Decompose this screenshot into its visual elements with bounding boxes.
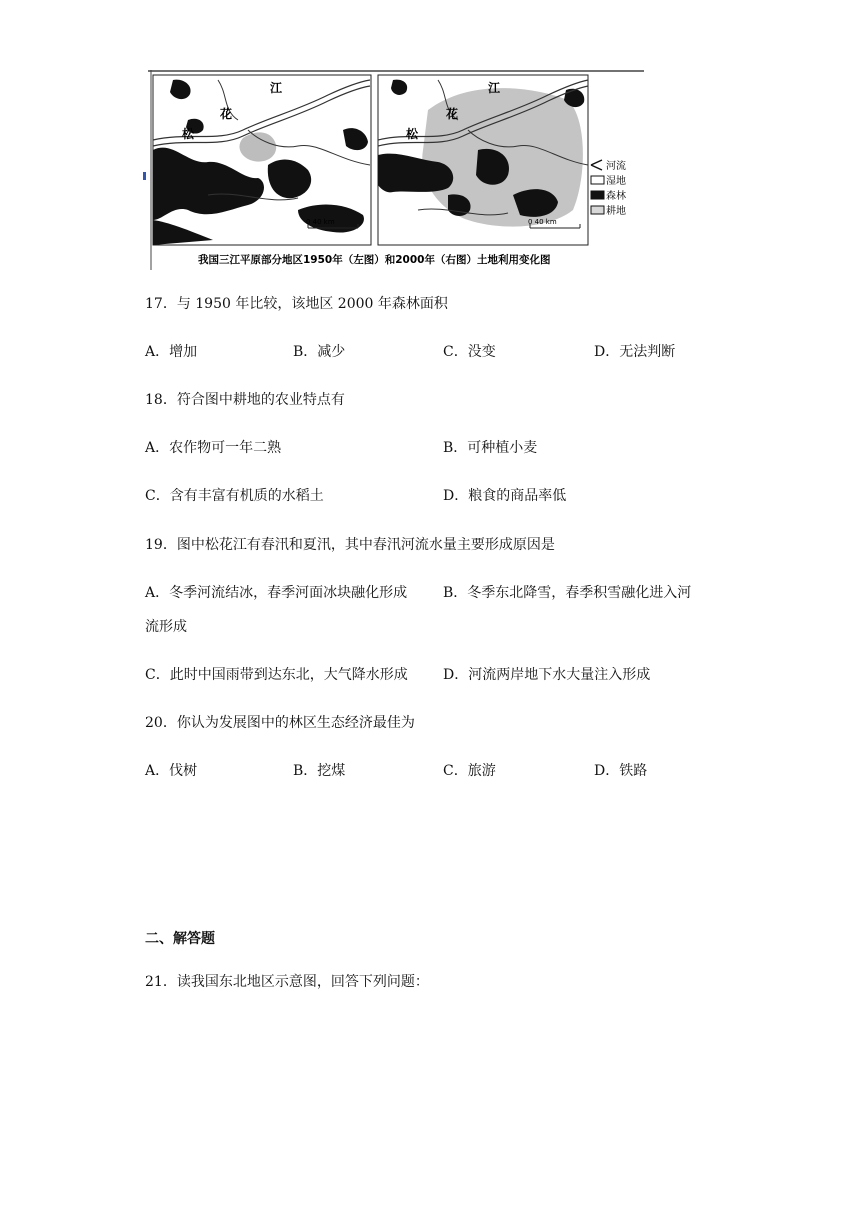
q19-option-a: A．冬季河流结冰，春季河面冰块融化形成 [145, 585, 408, 601]
q17-option-c: C．没变 [443, 344, 496, 360]
q19-option-c: C．此时中国雨带到达东北，大气降水形成 [145, 667, 408, 683]
wetland-legend-swatch [591, 176, 604, 184]
land-use-map-figure [148, 70, 644, 270]
legend-wetland-label: 湿地 [606, 176, 626, 187]
forest-legend-swatch [591, 191, 604, 199]
question-20-stem: 20．你认为发展图中的林区生态经济最佳为 [145, 715, 415, 731]
question-21-stem: 21．读我国东北地区示意图，回答下列问题： [145, 974, 429, 990]
map-1950 [153, 75, 371, 245]
q17-option-d: D．无法判断 [594, 344, 676, 360]
q18-option-c: C．含有丰富有机质的水稻土 [145, 488, 324, 504]
q19-option-d: D．河流两岸地下水大量注入形成 [443, 667, 651, 683]
map-label-jiang-left: 江 [270, 81, 283, 95]
q19-option-b-continuation: 流形成 [145, 619, 187, 635]
q20-option-c: C．旅游 [443, 763, 496, 779]
scale-right: 0 40 km [528, 218, 557, 226]
q17-option-a: A．增加 [145, 344, 198, 360]
question-18-stem: 18．符合图中耕地的农业特点有 [145, 392, 345, 408]
legend-river-label: 河流 [606, 161, 626, 172]
land-use-maps [148, 70, 644, 270]
map-2000 [378, 75, 588, 245]
map-label-hua-right: 花 [446, 107, 459, 121]
map-label-song-left: 松 [182, 127, 195, 141]
q20-option-d: D．铁路 [594, 763, 648, 779]
q18-option-a: A．农作物可一年二熟 [145, 440, 282, 456]
q20-option-a: A．伐树 [145, 763, 198, 779]
scale-left: 0 40 km [306, 218, 335, 226]
q17-option-b: B．减少 [293, 344, 346, 360]
legend-forest-label: 森林 [606, 191, 626, 202]
river-legend-icon [591, 160, 602, 170]
figure-caption: 我国三江平原部分地区1950年（左图）和2000年（右图）土地利用变化图 [198, 254, 551, 266]
section-2-heading: 二、解答题 [145, 931, 215, 947]
q19-option-b: B．冬季东北降雪，春季积雪融化进入河 [443, 585, 692, 601]
map-legend [591, 159, 626, 217]
question-19-stem: 19．图中松花江有春汛和夏汛，其中春汛河流水量主要形成原因是 [145, 537, 555, 553]
q20-option-b: B．挖煤 [293, 763, 346, 779]
map-label-jiang-right: 江 [488, 81, 501, 95]
margin-marker [143, 172, 146, 180]
map-label-hua-left: 花 [220, 107, 233, 121]
map-label-song-right: 松 [406, 127, 419, 141]
question-17-stem: 17．与 1950 年比较，该地区 2000 年森林面积 [145, 296, 448, 312]
farmland-legend-swatch [591, 206, 604, 214]
legend-farmland-label: 耕地 [606, 206, 626, 217]
q18-option-b: B．可种植小麦 [443, 440, 538, 456]
q18-option-d: D．粮食的商品率低 [443, 488, 567, 504]
